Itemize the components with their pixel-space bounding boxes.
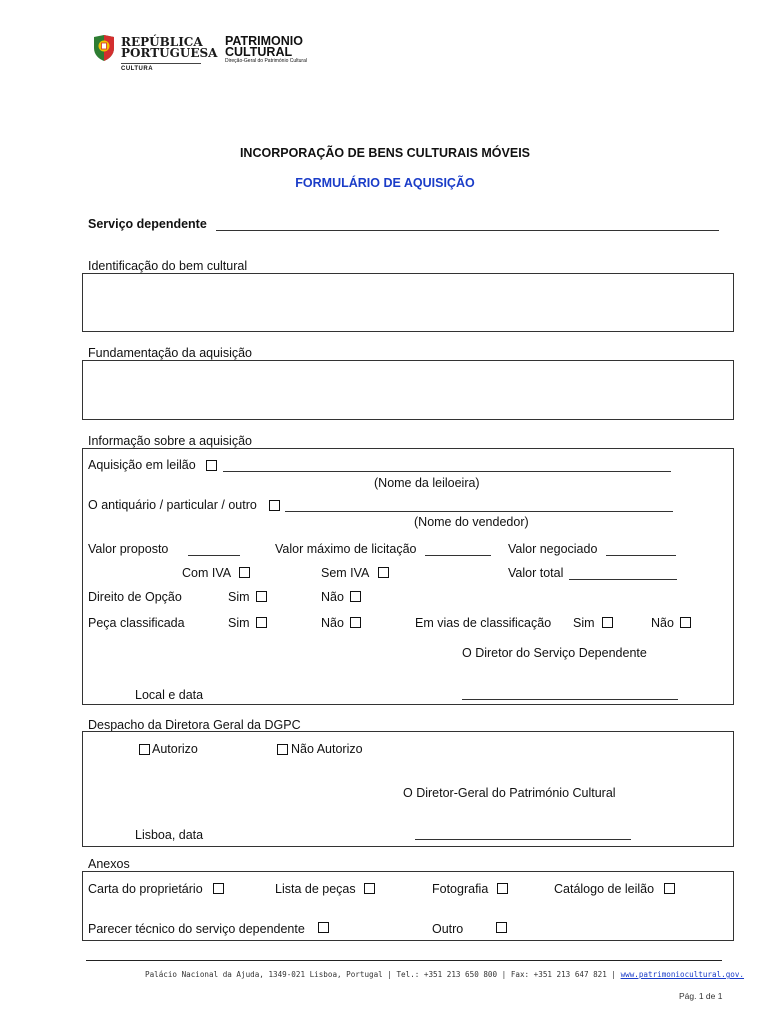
parecer-checkbox[interactable] [318, 922, 329, 933]
antiquario-label: O antiquário / particular / outro [88, 498, 257, 512]
peca-sim-checkbox[interactable] [256, 617, 267, 628]
local-data-label: Local e data [135, 688, 204, 702]
lista-label: Lista de peças [275, 882, 356, 896]
em-vias-nao-checkbox[interactable] [680, 617, 691, 628]
leiloeira-note: (Nome da leiloeira) [374, 476, 480, 490]
identificacao-input[interactable] [86, 277, 732, 331]
peca-sim-label: Sim [228, 616, 250, 630]
sem-iva-label: Sem IVA [321, 566, 370, 580]
valor-total-label: Valor total [508, 566, 564, 580]
antiquario-checkbox[interactable] [269, 500, 280, 511]
footer-divider [86, 960, 722, 961]
autorizo-label: Autorizo [152, 742, 198, 756]
footer-tel: Tel.: +351 213 650 800 [396, 970, 498, 979]
vendedor-field[interactable] [285, 501, 673, 512]
valor-maximo-label: Valor máximo de licitação [275, 542, 417, 556]
diretor-servico-label: O Diretor do Serviço Dependente [462, 646, 647, 660]
em-vias-sim-label: Sim [573, 616, 595, 630]
diretor-geral-signature-field[interactable] [415, 829, 631, 840]
peca-classificada-label: Peça classificada [88, 616, 185, 630]
direito-sim-label: Sim [228, 590, 250, 604]
logo2-line2: CULTURAL [225, 45, 293, 59]
page-number: Pág. 1 de 1 [679, 991, 723, 1001]
em-vias-label: Em vias de classificação [415, 616, 552, 630]
lista-checkbox[interactable] [364, 883, 375, 894]
direito-nao-checkbox[interactable] [350, 591, 361, 602]
fundamentacao-label: Fundamentação da aquisição [88, 346, 253, 360]
carta-checkbox[interactable] [213, 883, 224, 894]
valor-total-field[interactable] [569, 569, 677, 580]
peca-nao-label: Não [321, 616, 344, 630]
direito-nao-label: Não [321, 590, 344, 604]
page-title: INCORPORAÇÃO DE BENS CULTURAIS MÓVEIS [239, 146, 531, 160]
coat-of-arms-icon [92, 34, 116, 62]
identificacao-label: Identificação do bem cultural [88, 259, 248, 273]
carta-label: Carta do proprietário [88, 882, 203, 896]
valor-proposto-label: Valor proposto [88, 542, 169, 556]
valor-negociado-label: Valor negociado [508, 542, 598, 556]
leiloeira-field[interactable] [223, 461, 671, 472]
com-iva-checkbox[interactable] [239, 567, 250, 578]
fundamentacao-input[interactable] [86, 364, 732, 419]
logo1-sub: CULTURA [121, 66, 154, 72]
com-iva-label: Com IVA [182, 566, 232, 580]
lisboa-data-label: Lisboa, data [135, 828, 204, 842]
peca-nao-checkbox[interactable] [350, 617, 361, 628]
logo1-divider [121, 63, 201, 64]
valor-maximo-field[interactable] [425, 545, 491, 556]
catalogo-checkbox[interactable] [664, 883, 675, 894]
parecer-label: Parecer técnico do serviço dependente [88, 922, 305, 936]
direito-opcao-label: Direito de Opção [88, 590, 182, 604]
logo1-line2: PORTUGUESA [121, 46, 218, 60]
nao-autorizo-checkbox[interactable] [277, 744, 288, 755]
autorizo-checkbox[interactable] [139, 744, 150, 755]
vendedor-note: (Nome do vendedor) [414, 515, 529, 529]
em-vias-nao-label: Não [651, 616, 674, 630]
footer-website-link[interactable]: www.patrimoniocultural.gov. [620, 970, 745, 979]
valor-negociado-field[interactable] [606, 545, 676, 556]
leilao-checkbox[interactable] [206, 460, 217, 471]
footer-contact: Palácio Nacional da Ajuda, 1349-021 Lisboa, Portugal | Tel.: +351 213 650 800 | Fax: +351 213 647 821 | www.patrimoniocultural.gov. [145, 970, 745, 979]
leilao-label: Aquisição em leilão [88, 458, 196, 472]
catalogo-label: Catálogo de leilão [554, 882, 655, 896]
servico-label: Serviço dependente [88, 217, 207, 231]
page-subtitle: FORMULÁRIO DE AQUISIÇÃO [295, 176, 475, 190]
logo1-line1: REPÚBLICA [121, 35, 203, 49]
outro-label: Outro [432, 922, 464, 936]
fotografia-label: Fotografia [432, 882, 489, 896]
fotografia-checkbox[interactable] [497, 883, 508, 894]
footer-address: Palácio Nacional da Ajuda, 1349-021 Lisboa, Portugal [145, 970, 383, 979]
diretor-geral-label: O Diretor-Geral do Património Cultural [403, 786, 616, 800]
logo2-line1: PATRIMONIO [225, 34, 304, 48]
servico-field[interactable] [216, 220, 719, 231]
direito-sim-checkbox[interactable] [256, 591, 267, 602]
outro-checkbox[interactable] [496, 922, 507, 933]
logo2-sub: Direção-Geral do Património Cultural [225, 58, 307, 64]
valor-proposto-field[interactable] [188, 545, 240, 556]
diretor-signature-field[interactable] [462, 689, 678, 700]
despacho-label: Despacho da Diretora Geral da DGPC [88, 718, 301, 732]
footer-fax: Fax: +351 213 647 821 [510, 970, 607, 979]
nao-autorizo-label: Não Autorizo [291, 742, 363, 756]
informacao-label: Informação sobre a aquisição [88, 434, 252, 448]
em-vias-sim-checkbox[interactable] [602, 617, 613, 628]
anexos-label: Anexos [88, 857, 130, 871]
sem-iva-checkbox[interactable] [378, 567, 389, 578]
